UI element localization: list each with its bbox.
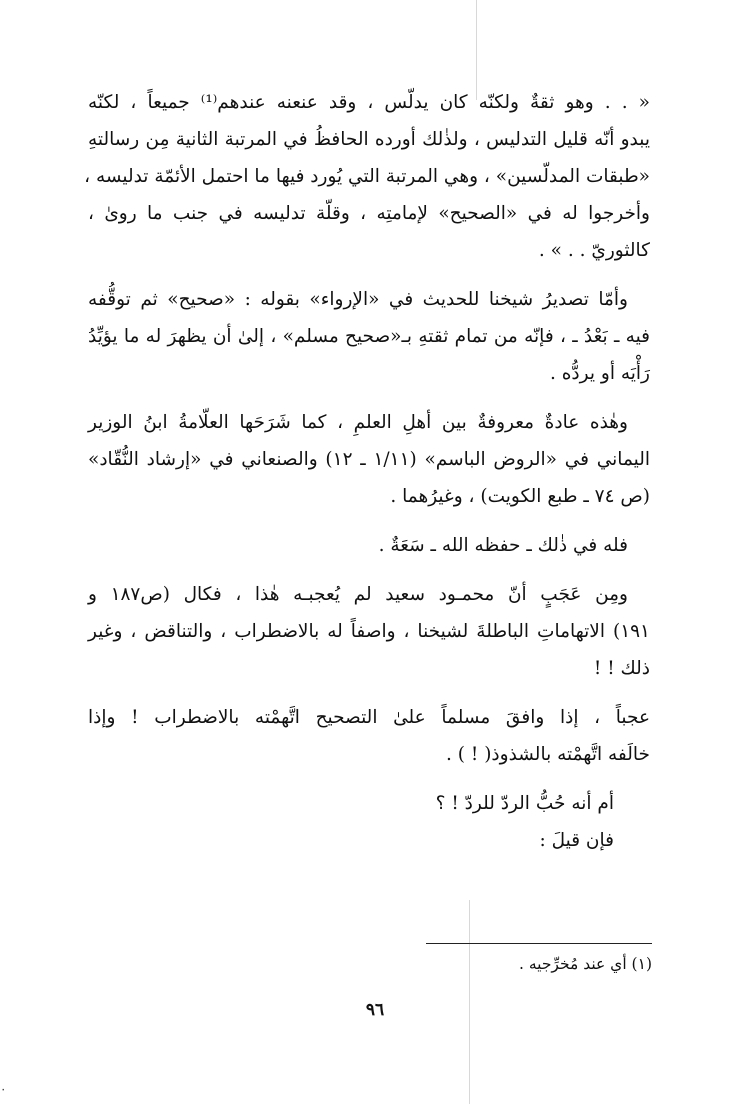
text-line: « . . وهو ثقةٌ ولكنّه كان يدلّس ، وقد عنعنه عندهم⁽¹⁾ جميعاً ، لكنّه — [88, 92, 650, 113]
paragraph-habit — [88, 404, 650, 515]
text-line: أم أنه حُبُّ الردّ للردّ ! ؟ — [435, 793, 614, 814]
paragraph-mahmoud-saeed — [88, 576, 650, 687]
text-line: فله في ذٰلك ـ حفظه الله ـ سَعَةٌ . — [378, 535, 628, 556]
text-line: وهٰذه عادةٌ معروفةٌ بين أهلِ العلمِ ، كما شَرَحَها العلّامةُ ابنُ الوزير — [88, 412, 628, 433]
text-line: اليماني في «الروض الباسم» (١/١١ ـ ١٢) والصنعاني في «إرشاد النُّقّاد» — [88, 449, 651, 470]
text-line: وأمّا تصديرُ شيخنا للحديث في «الإرواء» بقوله : «صحيح» ثم توقُّفه — [88, 289, 628, 310]
text-line: فإن قيلَ : — [539, 830, 614, 851]
footnote-separator — [426, 943, 652, 944]
paragraph-wonder — [88, 699, 650, 773]
paragraph-closing — [88, 785, 650, 859]
text-line: ومِن عَجَبٍ أنّ محمـود سعيد لم يُعجبـه هٰذا ، فكال (ص١٨٧ و — [88, 584, 628, 605]
text-line: «طبقات المدلّسين» ، وهي المرتبة التي يُورد فيها ما احتمل الأئمّة تدليسه ، — [84, 166, 650, 187]
text-line: ١٩١) الاتهاماتِ الباطلةَ لشيخنا ، واصفاً له بالاضطراب ، والتناقض ، وغير — [88, 621, 650, 642]
paragraph-leeway — [88, 527, 650, 564]
text-line: فيه ـ بَعْدُ ـ ، فإنّه من تمام ثقتهِ بـ«صحيح مسلم» ، إلىٰ أن يظهرَ له ما يؤيِّدُ — [88, 326, 650, 347]
page-number: ٩٦ — [365, 1000, 385, 1020]
text-line: يبدو أنّه قليل التدليس ، ولذٰلك أورده الحافظُ في المرتبة الثانية مِن رسالتهِ — [88, 129, 650, 150]
text-line: كالثوريّ . . » . — [538, 240, 650, 261]
text-line: رَأْيَه أو يردُّه . — [549, 363, 650, 384]
text-line: ذلك ! ! — [593, 658, 650, 679]
footnote: (١) أي عند مُخرِّجيه . — [518, 955, 652, 973]
text-line: عجباً ، إذا وافقَ مسلماً علىٰ التصحيح اتَّهمْته بالاضطراب ! وإذا — [88, 707, 650, 728]
paragraph-quote — [84, 84, 650, 269]
main-text — [84, 84, 651, 859]
text-line: (ص ٧٤ ـ طبع الكويت) ، وغيرُهما . — [390, 486, 650, 507]
text-line: خالَفه اتَّهمْته بالشذوذ( ! ) . — [446, 744, 650, 765]
paragraph-irwa — [88, 281, 650, 392]
edge-mark: ٠ — [0, 1082, 7, 1096]
text-line: وأخرجوا له في «الصحيح» لإمامتِه ، وقلّة تدليسه في جنب ما روىٰ ، — [88, 203, 650, 224]
